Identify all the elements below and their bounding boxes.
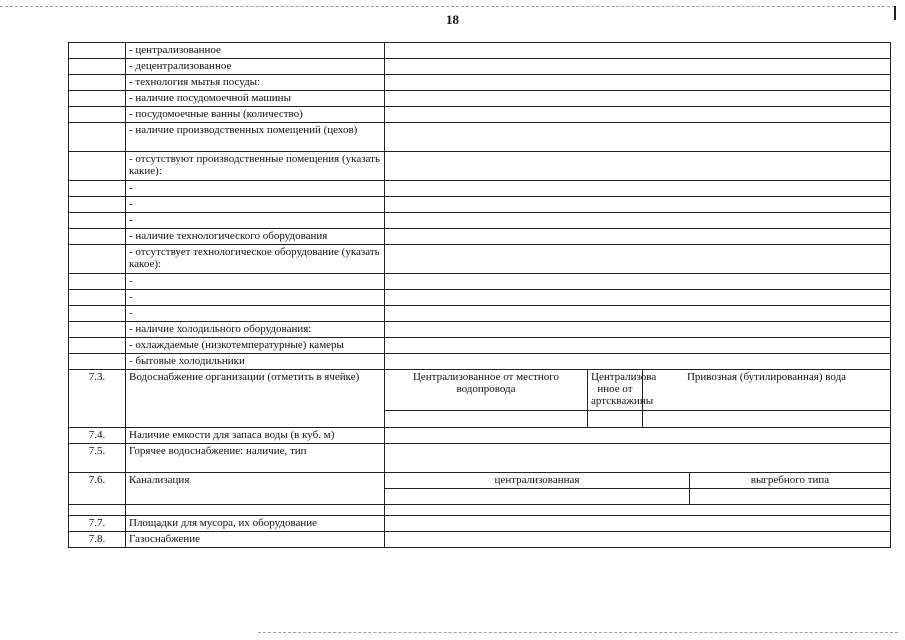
mark-cell-cesspool[interactable]: [690, 489, 891, 505]
table-row: [69, 59, 891, 75]
answer-cell[interactable]: [385, 338, 891, 354]
option-central-sewerage: централизованная: [385, 473, 690, 489]
answer-cell[interactable]: [385, 59, 891, 75]
num-cell: [69, 354, 126, 370]
table-row-spacer: [69, 505, 891, 516]
table-row: [69, 290, 891, 306]
mark-cell-bottled-water[interactable]: [643, 411, 891, 428]
row-label-centralized: - централизованное: [126, 43, 385, 59]
option-artesian-well: Централизова нное от артскважины: [588, 370, 643, 411]
section-number: 7.6.: [69, 473, 126, 505]
answer-cell[interactable]: [385, 354, 891, 370]
table-row-7-8: [69, 532, 891, 548]
table-row-7-7: [69, 516, 891, 532]
answer-cell[interactable]: [385, 444, 891, 473]
table-row: [69, 213, 891, 229]
table-row: [69, 107, 891, 123]
answer-cell[interactable]: [385, 123, 891, 152]
mark-cell-artesian-well[interactable]: [588, 411, 643, 428]
top-scan-rule: [0, 6, 895, 7]
table-row: [69, 245, 891, 274]
section-label-garbage-sites: Площадки для мусора, их оборудование: [126, 516, 385, 532]
row-label-dish-baths: - посудомоечные ванны (количество): [126, 107, 385, 123]
answer-cell[interactable]: [385, 91, 891, 107]
table-row-7-6: [69, 473, 891, 489]
answer-cell[interactable]: [385, 516, 891, 532]
section-label-sewerage: Канализация: [126, 473, 385, 505]
row-label-prod-rooms-missing: - отсутствуют производственные помещения (указать какие):: [126, 152, 385, 181]
section-number: 7.4.: [69, 428, 126, 444]
num-cell: [69, 274, 126, 290]
label-cell: [126, 505, 385, 516]
answer-cell[interactable]: [385, 290, 891, 306]
num-cell: [69, 306, 126, 322]
table-row: [69, 91, 891, 107]
row-label-dish-tech: - технология мытья посуды:: [126, 75, 385, 91]
section-number: 7.8.: [69, 532, 126, 548]
row-label-dash: -: [126, 213, 385, 229]
section-number: 7.3.: [69, 370, 126, 428]
table-row: [69, 322, 891, 338]
answer-cell[interactable]: [385, 505, 891, 516]
num-cell: [69, 245, 126, 274]
corner-mark: [894, 6, 896, 20]
num-cell: [69, 290, 126, 306]
row-label-dash: -: [126, 290, 385, 306]
answer-cell[interactable]: [385, 274, 891, 290]
num-cell: [69, 338, 126, 354]
row-label-dash: -: [126, 197, 385, 213]
row-label-dash: -: [126, 181, 385, 197]
table-row: [69, 75, 891, 91]
row-label-fridge-equipment: - наличие холодильного оборудования:: [126, 322, 385, 338]
num-cell: [69, 123, 126, 152]
num-cell: [69, 181, 126, 197]
num-cell: [69, 107, 126, 123]
table-row: [69, 274, 891, 290]
answer-cell[interactable]: [385, 532, 891, 548]
row-label-tech-equipment: - наличие технологического оборудования: [126, 229, 385, 245]
num-cell: [69, 75, 126, 91]
answer-cell[interactable]: [385, 245, 891, 274]
num-cell: [69, 322, 126, 338]
answer-cell[interactable]: [385, 229, 891, 245]
row-label-cold-rooms: - охлаждаемые (низкотемпературные) камеры: [126, 338, 385, 354]
answer-cell[interactable]: [385, 428, 891, 444]
section-label-water-supply: Водоснабжение организации (отметить в ячейке): [126, 370, 385, 428]
num-cell: [69, 152, 126, 181]
table-row: [69, 197, 891, 213]
row-label-dash: -: [126, 274, 385, 290]
row-label-dash: -: [126, 306, 385, 322]
table-row: [69, 181, 891, 197]
num-cell: [69, 505, 126, 516]
section-label-gas-supply: Газоснабжение: [126, 532, 385, 548]
mark-cell-central-water[interactable]: [385, 411, 588, 428]
answer-cell[interactable]: [385, 43, 891, 59]
table-row-7-3: [69, 370, 891, 411]
answer-cell[interactable]: [385, 213, 891, 229]
section-label-hot-water: Горячее водоснабжение: наличие, тип: [126, 444, 385, 473]
table-row-7-4: [69, 428, 891, 444]
table-row: [69, 354, 891, 370]
num-cell: [69, 197, 126, 213]
option-bottled-water: Привозная (бутилированная) вода: [643, 370, 891, 411]
num-cell: [69, 59, 126, 75]
table-row: [69, 43, 891, 59]
row-label-household-fridges: - бытовые холодильники: [126, 354, 385, 370]
mark-cell-central-sewerage[interactable]: [385, 489, 690, 505]
num-cell: [69, 229, 126, 245]
table-row: [69, 338, 891, 354]
num-cell: [69, 43, 126, 59]
answer-cell[interactable]: [385, 152, 891, 181]
table-row: [69, 152, 891, 181]
answer-cell[interactable]: [385, 181, 891, 197]
row-label-decentralized: - децентрализованное: [126, 59, 385, 75]
bottom-scan-rule: [258, 632, 898, 633]
answer-cell[interactable]: [385, 107, 891, 123]
num-cell: [69, 213, 126, 229]
row-label-tech-equipment-missing: - отсутствует технологическое оборудование (указать какое):: [126, 245, 385, 274]
row-label-prod-rooms: - наличие производственных помещений (цехов): [126, 123, 385, 152]
page-number: 18: [446, 12, 459, 27]
answer-cell[interactable]: [385, 197, 891, 213]
answer-cell[interactable]: [385, 306, 891, 322]
option-central-water: Централизованное от местного водопровода: [385, 370, 588, 411]
section-number: 7.5.: [69, 444, 126, 473]
num-cell: [69, 91, 126, 107]
table-row: [69, 123, 891, 152]
option-cesspool: выгребного типа: [690, 473, 891, 489]
row-label-dishwasher: - наличие посудомоечной машины: [126, 91, 385, 107]
answer-cell[interactable]: [385, 75, 891, 91]
section-number: 7.7.: [69, 516, 126, 532]
table-row: [69, 306, 891, 322]
table-row: [69, 229, 891, 245]
answer-cell[interactable]: [385, 322, 891, 338]
form-table: [68, 42, 891, 548]
table-row-7-5: [69, 444, 891, 473]
section-label-water-reserve: Наличие емкости для запаса воды (в куб. м): [126, 428, 385, 444]
